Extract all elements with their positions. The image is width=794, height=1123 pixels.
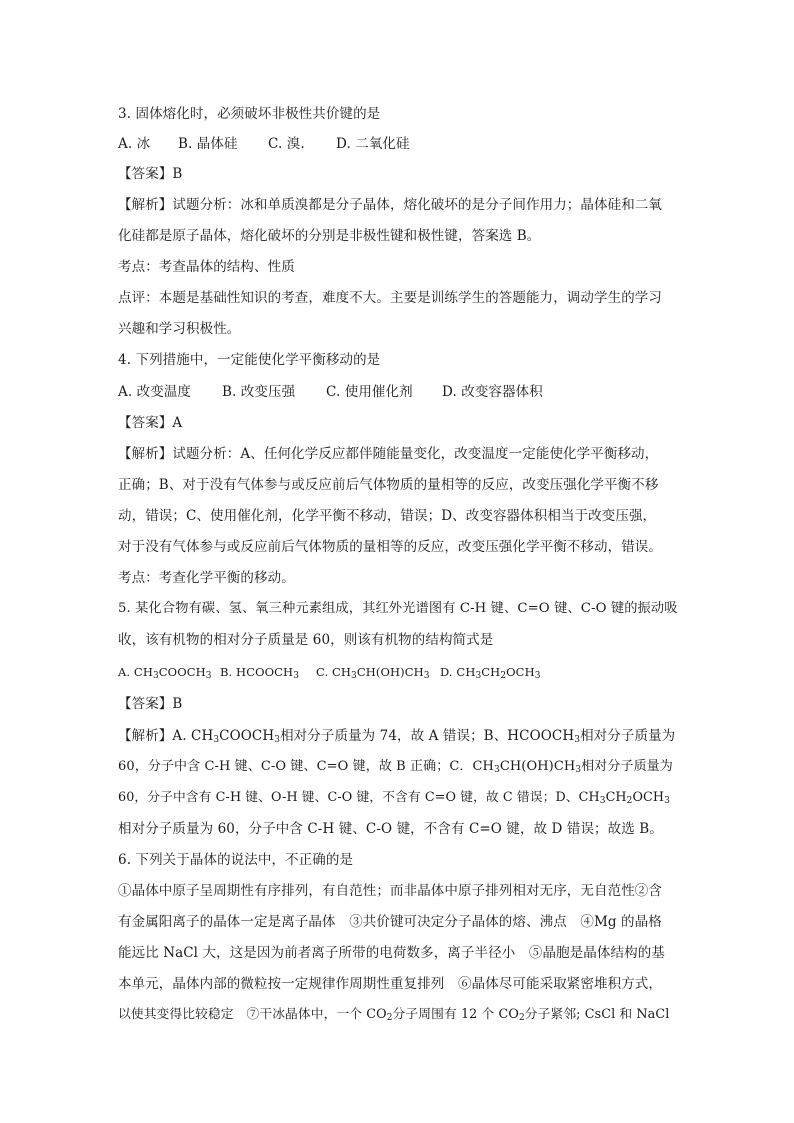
option-c: C. $CH_3CH(OH)CH_3$ <box>316 665 430 681</box>
question-5-answer: 【答案】B <box>118 696 183 712</box>
question-4-analysis-line-1: 【解析】试题分析：A、任何化学反应都伴随能量变化，改变温度一定能使化学平衡移动， <box>118 446 659 462</box>
question-6-body-line-2: 有金属阳离子的晶体一定是离子晶体 ③共价键可决定分子晶体的熔、沸点 ④Mg 的晶格 <box>118 914 662 930</box>
question-5-analysis-line-1: 【解析】A. $CH_3COOCH_3$相对分子质量为 74，故 A 错误；B、$HCOOCH_3$相对分子质量为 <box>118 728 676 745</box>
question-5-stem-line-2: 收，该有机物的相对分子质量是 60，则该有机物的结构简式是 <box>118 632 494 648</box>
question-6-body-line-3: 能远比 NaCl 大，这是因为前者离子所带的电荷数多，离子半径小 ⑤晶胞是晶体结构的基 <box>118 945 665 961</box>
question-4-analysis-line-3: 动，错误；C、使用催化剂，化学平衡不移动，错误；D、改变容器体积相当于改变压强， <box>118 508 657 524</box>
question-5-analysis-line-3: 60，分子中含有 C-H 键、O-H 键、C-O 键，不含有 C=O 键，故 C 错误；D、$CH_3CH_2OCH_3$ <box>118 790 670 806</box>
question-3-analysis-line-2: 化硅都是原子晶体，熔化破坏的分别是非极性键和极性键，答案选 B。 <box>118 228 541 244</box>
option-b: B. 改变压强 <box>222 384 296 400</box>
option-a: A. 冰 <box>118 136 151 152</box>
question-3-dianping-line-2: 兴趣和学习积极性。 <box>118 321 241 337</box>
question-3-answer: 【答案】B <box>118 166 183 182</box>
option-c: C. 溴. <box>268 136 305 152</box>
question-3-dianping-line-1: 点评：本题是基础性知识的考查，难度不大。主要是训练学生的答题能力，调动学生的学习 <box>118 290 662 306</box>
question-3-stem: 3. 固体熔化时，必须破坏非极性共价键的是 <box>118 106 381 122</box>
option-b: B. 晶体硅 <box>178 136 238 152</box>
question-4-options <box>118 383 678 401</box>
question-5-analysis-line-2: 60，分子中含 C-H 键、C-O 键、C=O 键，故 B 正确；C．$CH_3CH(OH)CH_3$相对分子质量为 <box>118 759 673 775</box>
question-6-body-line-1: ①晶体中原子呈周期性有序排列，有自范性；而非晶体中原子排列相对无序，无自范性②含 <box>118 883 662 899</box>
option-b: B. $HCOOCH_3$ <box>220 665 300 681</box>
question-4-analysis-line-2: 正确；B、对于没有气体参与或反应前后气体物质的量相等的反应，改变压强化学平衡不移 <box>118 477 659 493</box>
question-4-analysis-line-4: 对于没有气体参与或反应前后气体物质的量相等的反应，改变压强化学平衡不移动，错误。 <box>118 539 662 555</box>
question-3-kaodian: 考点：考查晶体的结构、性质 <box>118 259 295 275</box>
question-4-stem: 4. 下列措施中，一定能使化学平衡移动的是 <box>118 352 381 368</box>
option-a: A. 改变温度 <box>118 384 192 400</box>
question-5-options <box>118 663 678 681</box>
question-5-analysis-line-4: 相对分子质量为 60，分子中含 C-H 键、C-O 键，不含有 C=O 键，故 D 错误；故选 B。 <box>118 821 663 837</box>
question-4-answer: 【答案】A <box>118 415 183 431</box>
question-3-options <box>118 135 678 153</box>
option-d: D. 二氧化硅 <box>336 136 410 152</box>
question-3-analysis-line-1: 【解析】试题分析：冰和单质溴都是分子晶体，熔化破坏的是分子间作用力；晶体硅和二氧 <box>118 197 662 213</box>
option-a: A. $CH_3COOCH_3$ <box>118 665 212 681</box>
option-d: D. $CH_3CH_2OCH_3$ <box>440 665 541 681</box>
question-5-stem-line-1: 5. 某化合物有碳、氢、氧三种元素组成，其红外光谱图有 C-H 键、C=O 键、C-O 键的振动吸 <box>118 601 678 616</box>
option-d: D. 改变容器体积 <box>442 384 543 400</box>
question-6-body-line-4: 本单元，晶体内部的微粒按一定规律作周期性重复排列 ⑥晶体尽可能采取紧密堆积方式， <box>118 976 662 992</box>
question-6-stem: 6. 下列关于晶体的说法中，不正确的是 <box>118 852 354 868</box>
question-6-body-line-5: 以使其变得比较稳定 ⑦干冰晶体中，一个 $CO_2$分子周围有 12 个 $CO_2$分子紧邻; CsCl 和 NaCl <box>118 1007 670 1023</box>
option-c: C. 使用催化剂 <box>326 384 413 400</box>
question-4-kaodian: 考点：考查化学平衡的移动。 <box>118 570 295 586</box>
